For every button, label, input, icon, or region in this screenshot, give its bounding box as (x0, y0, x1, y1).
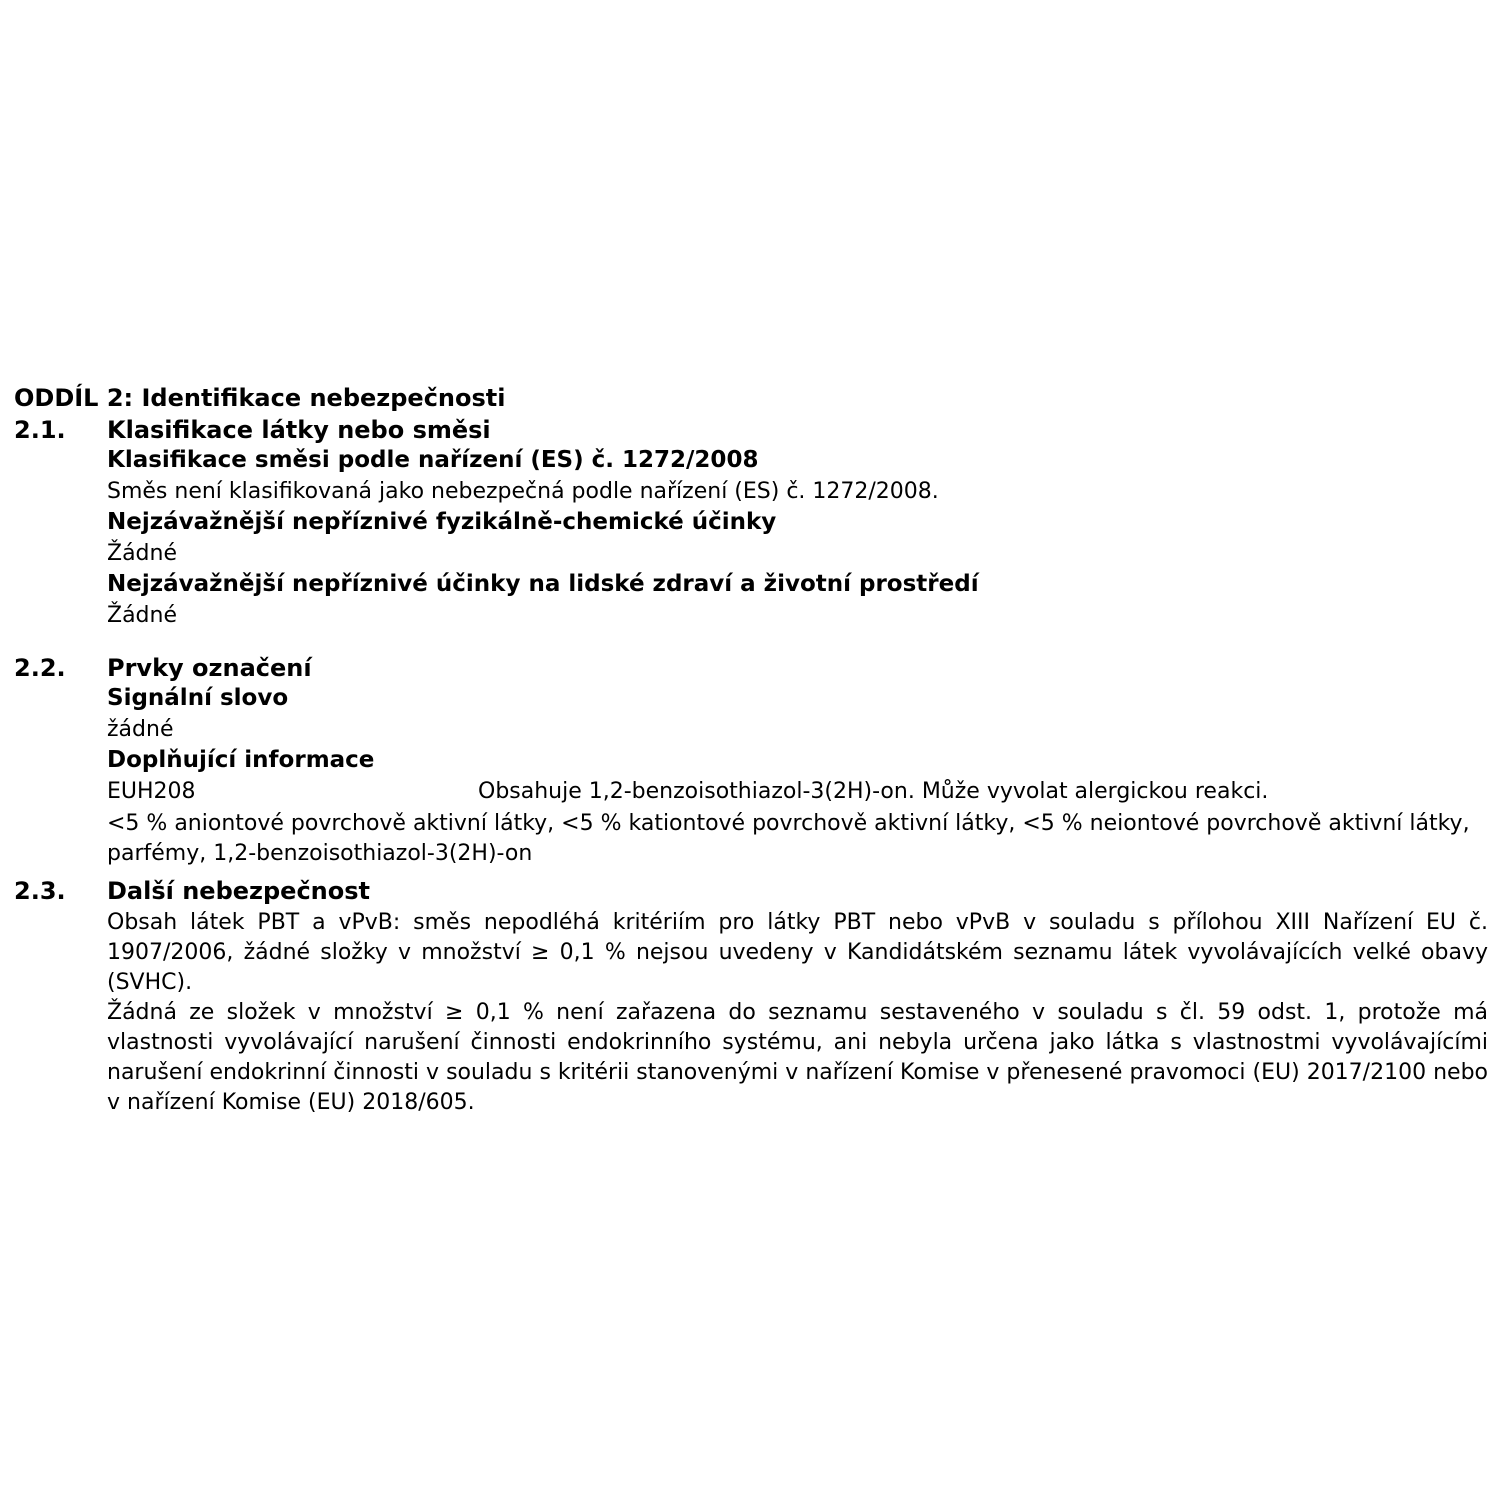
euh-code: EUH208 (107, 779, 196, 804)
subsection-2-2-number: 2.2. (14, 654, 66, 682)
subsection-2-1-body (107, 415, 1488, 631)
health-environment-effects-value: Žádné (107, 603, 177, 628)
endocrine-disruptor-paragraph: Žádná ze složek v množství ≥ 0,1 % není zařazena do seznamu sestaveného v souladu s čl. 59 odst. 1, protože má vlastnosti vyvolávající narušení činnosti endokrinního systému, ani nebyla určena jako látka s vlastnostmi vyvolávajícími narušení endokrinní činnosti v souladu s kritérii stanovenými v nařízení Komise v přenesené pravomoci (EU) 2017/2100 nebo v nařízení Komise (EU) 2018/605. (107, 1000, 1488, 1115)
pbt-vpvb-paragraph: Obsah látek PBT a vPvB: směs nepodléhá kritériím pro látky PBT nebo vPvB v souladu s přílohou XIII Nařízení EU č. 1907/2006, žádné složky v množství ≥ 0,1 % nejsou uvedeny v Kandidátském seznamu látek vyvolávajících velké obavy (SVHC). (107, 910, 1488, 995)
subsection-2-2 (14, 653, 1488, 869)
subsection-2-1 (14, 415, 1488, 631)
subsection-2-3-number: 2.3. (14, 877, 66, 905)
subsection-2-2-heading: Prvky označení (107, 654, 312, 682)
subsection-2-1-number: 2.1. (14, 416, 66, 444)
section-2-hazards-identification (14, 383, 1488, 1118)
classification-statement: Směs není klasifikovaná jako nebezpečná podle nařízení (ES) č. 1272/2008. (107, 479, 939, 504)
subsection-2-3 (14, 876, 1488, 1118)
ingredients-declaration: <5 % aniontové povrchově aktivní látky, <5 % kationtové povrchově aktivní látky, <5 % neiontové povrchově aktivní látky, parfémy, 1,2-benzoisothiazol-3(2H)-on (107, 811, 1470, 866)
subsection-2-2-body (107, 653, 1488, 869)
section-title: ODDÍL 2: Identifikace nebezpečnosti (14, 384, 506, 412)
subsection-2-3-heading: Další nebezpečnost (107, 877, 371, 905)
physicochemical-effects-heading: Nejzávažnější nepříznivé fyzikálně-chemické účinky (107, 509, 777, 535)
euh-statement-row (107, 777, 1488, 807)
signal-word-value: žádné (107, 717, 174, 742)
health-environment-effects-heading: Nejzávažnější nepříznivé účinky na lidské zdraví a životní prostředí (107, 571, 979, 597)
euh-statement-text: Obsahuje 1,2-benzoisothiazol-3(2H)-on. Může vyvolat alergickou reakci. (478, 779, 1269, 804)
signal-word-heading: Signální slovo (107, 685, 289, 711)
subsection-2-3-body (107, 876, 1488, 1118)
supplemental-info-heading: Doplňující informace (107, 747, 375, 773)
classification-heading: Klasifikace směsi podle nařízení (ES) č. 1272/2008 (107, 447, 759, 473)
physicochemical-effects-value: Žádné (107, 541, 177, 566)
subsection-2-1-heading: Klasifikace látky nebo směsi (107, 416, 491, 444)
